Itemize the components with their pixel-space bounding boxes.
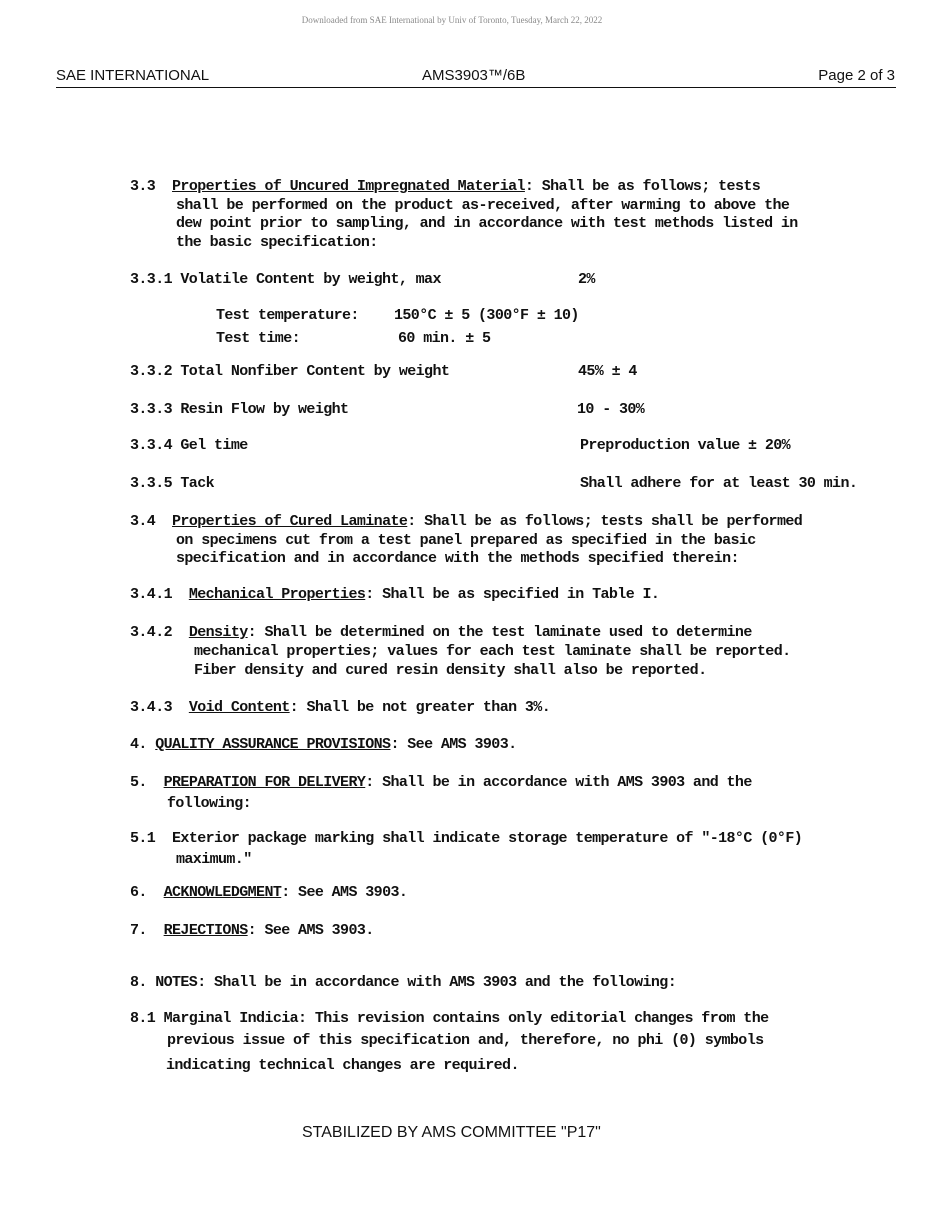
section-text: : See AMS 3903. xyxy=(390,736,517,753)
property-label: 3.3.3 Resin Flow by weight xyxy=(130,401,349,418)
test-temperature-label: Test temperature: xyxy=(216,307,359,324)
section-title: ACKNOWLEDGMENT xyxy=(163,884,282,901)
section-text: : See AMS 3903. xyxy=(247,922,374,939)
test-time-label: Test time: xyxy=(216,330,301,347)
section-text: : See AMS 3903. xyxy=(281,884,408,901)
property-value: 10 - 30% xyxy=(577,401,645,418)
section-text: indicating technical changes are required. xyxy=(166,1057,519,1074)
section-number: 3.4.1 xyxy=(130,586,173,603)
section-text: : Shall be as follows; tests shall be performed xyxy=(407,513,803,530)
section-number: 7. xyxy=(130,922,147,939)
section-text: : Shall be determined on the test laminate used to determine xyxy=(247,624,752,641)
section-text: : Shall be as specified in Table I. xyxy=(365,586,660,603)
section-text: Exterior package marking shall indicate storage temperature of "-18°C (0°F) xyxy=(172,830,803,847)
section-text: previous issue of this specification and, therefore, no phi (0) symbols xyxy=(167,1032,764,1049)
property-value: 45% ± 4 xyxy=(578,363,637,380)
section-title: Properties of Cured Laminate xyxy=(172,513,408,530)
section-title: REJECTIONS xyxy=(163,922,248,939)
property-label: 3.3.1 Volatile Content by weight, max xyxy=(130,271,441,288)
section-number: 6. xyxy=(130,884,147,901)
download-note: Downloaded from SAE International by Univ of Toronto, Tuesday, March 22, 2022 xyxy=(301,15,603,25)
test-temperature-value: 150°C ± 5 (300°F ± 10) xyxy=(394,307,579,324)
section-title: PREPARATION FOR DELIVERY xyxy=(163,774,366,791)
section-text: dew point prior to sampling, and in accordance with test methods listed in xyxy=(176,215,798,232)
header-page-number: Page 2 of 3 xyxy=(818,67,895,84)
section-title: Mechanical Properties xyxy=(188,586,366,603)
property-label: 3.3.5 Tack xyxy=(130,475,215,492)
section-text: shall be performed on the product as-received, after warming to above the xyxy=(176,197,790,214)
section-text: : Shall be as follows; tests xyxy=(524,178,761,195)
property-value: Shall adhere for at least 30 min. xyxy=(580,475,858,492)
section-number: 3.4.3 xyxy=(130,699,173,716)
section-text: the basic specification: xyxy=(176,234,378,251)
property-label: 3.3.4 Gel time xyxy=(130,437,248,454)
property-value: 2% xyxy=(578,271,595,288)
section-number: 4. xyxy=(130,736,147,753)
property-value: Preproduction value ± 20% xyxy=(580,437,791,454)
header-org: SAE INTERNATIONAL xyxy=(56,67,210,84)
section-text: specification and in accordance with the methods specified therein: xyxy=(176,550,739,567)
section-title: Void Content xyxy=(188,699,290,716)
section-text: mechanical properties; values for each test laminate shall be reported. xyxy=(194,643,791,660)
section-text: : Shall be not greater than 3%. xyxy=(289,699,551,716)
section-text: Fiber density and cured resin density shall also be reported. xyxy=(194,662,707,679)
section-number: 3.3 xyxy=(130,178,156,195)
property-label: 3.3.2 Total Nonfiber Content by weight xyxy=(130,363,450,380)
section-title: Properties of Uncured Impregnated Material xyxy=(172,178,525,195)
header-rule xyxy=(56,87,896,88)
section-number: 5. xyxy=(130,774,147,791)
section-text: 8.1 Marginal Indicia: This revision contains only editorial changes from the xyxy=(130,1010,769,1027)
footer-stabilized-note: STABILIZED BY AMS COMMITTEE "P17" xyxy=(302,1124,601,1141)
section-number: 5.1 xyxy=(130,830,156,847)
header-doc-id: AMS3903™/6B xyxy=(422,67,526,84)
section-number: 3.4.2 xyxy=(130,624,173,641)
section-text: following: xyxy=(167,795,252,812)
test-time-value: 60 min. ± 5 xyxy=(398,330,491,347)
section-text: maximum." xyxy=(176,851,252,868)
section-title: QUALITY ASSURANCE PROVISIONS xyxy=(155,736,391,753)
section-number: 3.4 xyxy=(130,513,156,530)
section-text: 8. NOTES: Shall be in accordance with AMS 3903 and the following: xyxy=(130,974,677,991)
section-text: : Shall be in accordance with AMS 3903 and the xyxy=(365,774,752,791)
section-title: Density xyxy=(188,624,248,641)
section-text: on specimens cut from a test panel prepared as specified in the basic xyxy=(176,532,756,549)
